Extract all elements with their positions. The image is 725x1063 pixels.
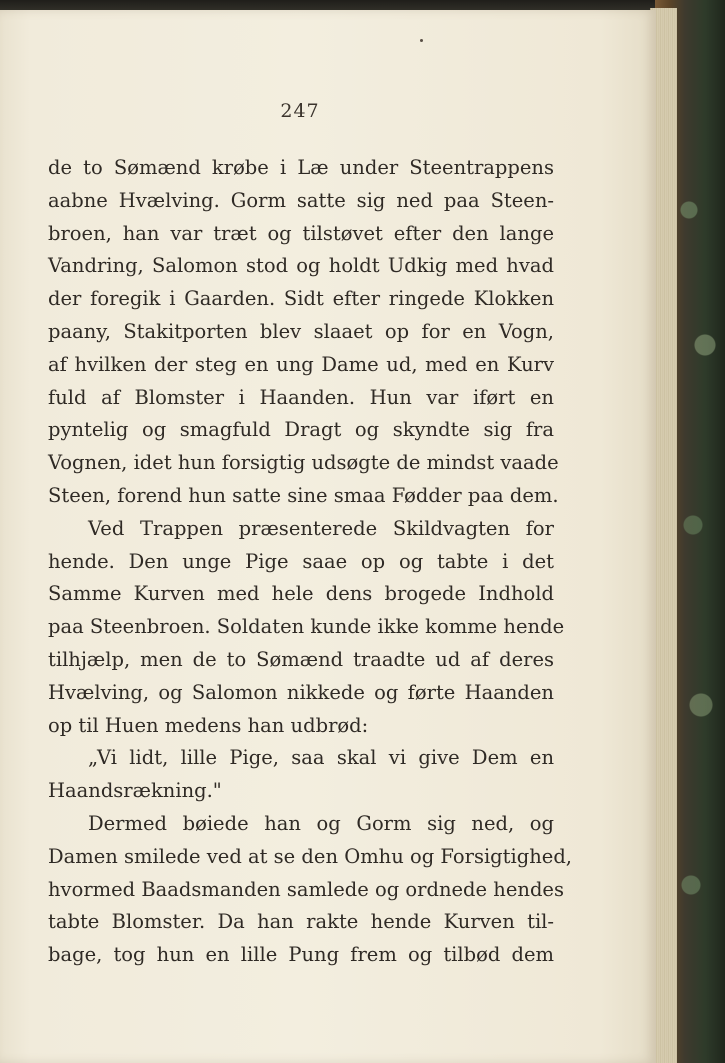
page-number: 247: [280, 100, 320, 122]
text-line: hvormed Baadsmanden samlede og ordnede hendes: [48, 877, 564, 901]
text-line: „Vi lidt, lille Pige, saa skal vi give Dem en: [88, 746, 554, 770]
text-line: fuld af Blomster i Haanden. Hun var iført en: [48, 385, 554, 409]
text-line: Samme Kurven med hele dens brogede Indhold: [48, 582, 554, 606]
text-line: paany, Stakitporten blev slaaet op for en Vogn,: [48, 319, 554, 343]
text-line: Hvælving, og Salomon nikkede og førte Haanden: [48, 680, 554, 704]
body-text: [48, 152, 573, 972]
text-line: hende. Den unge Pige saae op og tabte i det: [48, 549, 554, 573]
text-line: broen, han var træt og tilstøvet efter den lange: [48, 221, 554, 245]
text-line: Steen, forend hun satte sine smaa Fødder paa dem.: [48, 483, 559, 507]
text-line: op til Huen medens han udbrød:: [48, 713, 369, 737]
ink-speck: [420, 39, 423, 42]
text-line: Vognen, idet hun forsigtig udsøgte de mindst vaade: [48, 451, 559, 475]
text-line: de to Sømænd krøbe i Læ under Steentrappens: [48, 156, 554, 179]
text-line: tilhjælp, men de to Sømænd traadte ud af deres: [48, 647, 554, 671]
text-line: Vandring, Salomon stod og holdt Udkig med hvad: [48, 254, 554, 278]
text-line: tabte Blomster. Da han rakte hende Kurven til-: [48, 910, 554, 934]
text-line: Haandsrækning.": [48, 779, 222, 803]
text-line: Ved Trappen præsenterede Skildvagten for: [88, 516, 554, 540]
book-page: [0, 10, 656, 1063]
text-line: aabne Hvælving. Gorm satte sig ned paa Steen-: [48, 188, 554, 212]
text-line: der foregik i Gaarden. Sidt efter ringede Klokken: [48, 287, 554, 311]
text-line: bage, tog hun en lille Pung frem og tilbød dem: [48, 943, 554, 967]
text-line: pyntelig og smagfuld Dragt og skyndte sig fra: [48, 418, 554, 442]
text-line: af hvilken der steg en ung Dame ud, med en Kurv: [48, 352, 554, 376]
text-line: paa Steenbroen. Soldaten kunde ikke komme hende: [48, 615, 565, 639]
text-line: Dermed bøiede han og Gorm sig ned, og: [88, 811, 554, 835]
marbled-cover-pattern: [677, 120, 717, 1020]
text-line: Damen smilede ved at se den Omhu og Forsigtighed,: [48, 844, 573, 868]
